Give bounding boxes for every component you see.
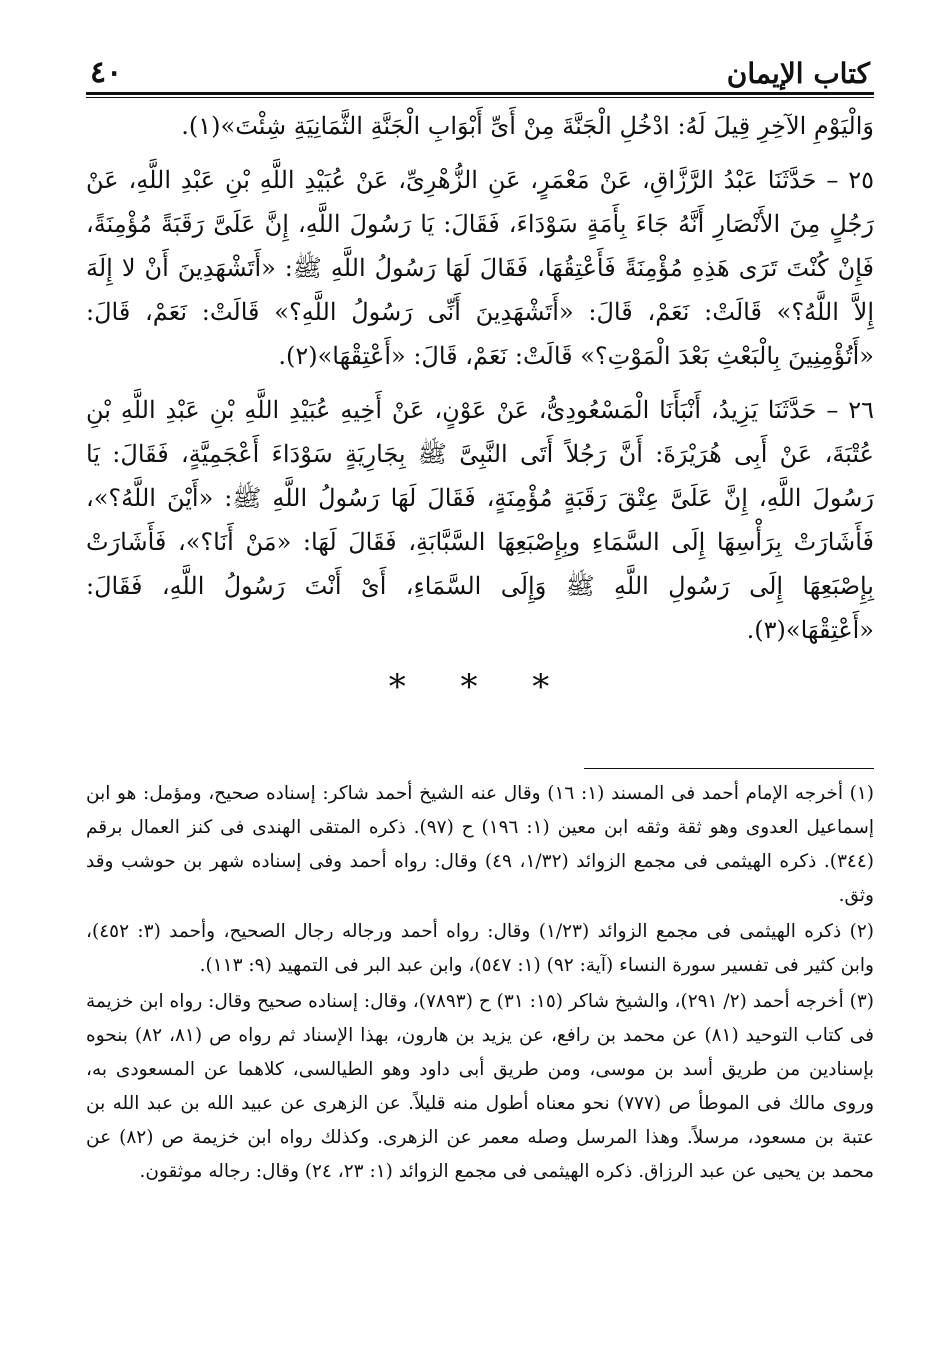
section-separator: * * * — [388, 667, 572, 707]
book-title: كتاب الإيمان — [726, 57, 870, 90]
footnote-2: (٢) ذكره الهيثمى فى مجمع الزوائد (١/٢٣) وقال: رواه أحمد ورجاله رجال الصحيح، وأحمد (٣: ٤٥٢)، وابن كثير فى تفسير سورة النساء (آية: ٩٢) (١: ٥٤٧)، وابن عبد البر فى التمهيد (٩: ١١٣). — [86, 921, 874, 976]
footnote-3: (٣) أخرجه أحمد (٢/ ٢٩١)، والشيخ شاكر (١٥: ٣١) ح (٧٨٩٣)، وقال: إسناده صحيح وقال: رواه ابن خزيمة فى كتاب التوحيد (٨١) عن محمد بن رافع، عن يزيد بن هارون، بهذا الإسناد ثم رواه ص (٨١، ٨٢) بنحوه بإسنادين من طريق أسد بن موسى، ومن طريق أبى داود وهو الطيالسى، كلاهما عن المسعودى به، وروى مالك فى الموطأ ص (٧٧٧) نحو معناه أطول منه قليلاً. عن الزهرى عن عبيد الله بن عبد الله بن عتبة بن مسعود، مرسلاً. وهذا المرسل وصله معمر عن الزهرى. وكذلك رواه ابن خزيمة ص (٨٢) عن محمد بن يحيى عن عبد الرزاق. ذكره الهيثمى فى مجمع الزوائد (١: ٢٣، ٢٤) وقال: رجاله موثقون. — [86, 991, 875, 1182]
text-paragraph: وَالْيَوْمِ الآخِرِ قِيلَ لَهُ: ادْخُلِ الْجَنَّةَ مِنْ أَىِّ أَبْوَابِ الْجَنَّةِ الثَّمَانِيَةِ شِئْتَ»(١). — [181, 112, 874, 140]
hadith-25-paragraph: ٢٥ – حَدَّثَنَا عَبْدُ الرَّزَّاقِ، عَنْ مَعْمَرٍ، عَنِ الزُّهْرِىِّ، عَنْ عُبَيْدِ اللَّهِ بْنِ عَبْدِ اللَّهِ، عَنْ رَجُلٍ مِنَ الأَنْصَارِ أَنَّهُ جَاءَ بِأَمَةٍ سَوْدَاءَ، فَقَالَ: يَا رَسُولَ اللَّهِ، إِنَّ عَلَىَّ رَقَبَةً مُؤْمِنَةً، فَإِنْ كُنْتَ تَرَى هَذِهِ مُؤْمِنَةً فَأَعْتِقُهَا، فَقَالَ لَهَا رَسُولُ اللَّهِ ﷺ: «أَتَشْهَدِينَ أَنْ لا إِلَهَ إِلاَّ اللَّهُ؟» قَالَتْ: نَعَمْ، قَالَ: «أَتَشْهَدِينَ أَنِّى رَسُولُ اللَّهِ؟» قَالَتْ: نَعَمْ، قَالَ: «أَتُؤْمِنِينَ بِالْبَعْثِ بَعْدَ الْمَوْتِ؟» قَالَتْ: نَعَمْ، قَالَ: «أَعْتِقْهَا»(٢). — [86, 166, 874, 370]
footnotes — [86, 777, 874, 1189]
header-rule-thin — [86, 97, 874, 98]
hadith-26-paragraph: ٢٦ – حَدَّثَنَا يَزِيدُ، أَنْبَأَنَا الْمَسْعُودِىُّ، عَنْ عَوْنٍ، عَنْ أَخِيهِ عُبَيْدِ اللَّهِ بْنِ عَبْدِ اللَّهِ بْنِ عُتْبَةَ، عَنْ أَبِى هُرَيْرَةَ: أَنَّ رَجُلاً أَتَى النَّبِىَّ ﷺ بِجَارِيَةٍ سَوْدَاءَ أَعْجَمِيَّةٍ، فَقَالَ: يَا رَسُولَ اللَّهِ، إِنَّ عَلَىَّ عِتْقَ رَقَبَةٍ مُؤْمِنَةٍ، فَقَالَ لَهَا رَسُولُ اللَّهِ ﷺ: «أَيْنَ اللَّهُ؟»، فَأَشَارَتْ بِرَأْسِهَا إِلَى السَّمَاءِ وبِإِصْبَعِهَا السَّبَّابَةِ، فَقَالَ لَهَا: «مَنْ أَنَا؟»، فَأَشَارَتْ بِإِصْبَعِهَا إِلَى رَسُولِ اللَّهِ ﷺ وَإِلَى السَّمَاءِ، أَىْ أَنْتَ رَسُولُ اللَّهِ، فَقَالَ: «أَعْتِقْهَا»(٣). — [86, 396, 874, 644]
footnote-divider — [584, 768, 874, 769]
page-header — [86, 40, 874, 90]
page-number: ٤٠ — [90, 55, 123, 90]
main-text — [86, 104, 874, 652]
footnote-1: (١) أخرجه الإمام أحمد فى المسند (١: ١٦) وقال عنه الشيخ أحمد شاكر: إسناده صحيح، ومؤمل: هو ابن إسماعيل العدوى وهو ثقة وثقه ابن معين (١: ١٩٦) ح (٩٧). ذكره المتقى الهندى فى كنز العمال برقم (٣٤٤). ذكره الهيثمى فى مجمع الزوائد (١/٣٢، ٤٩) وقال: رواه أحمد وفى إسناده شهر بن حوشب وقد وثق. — [86, 783, 875, 906]
header-rule — [86, 92, 874, 95]
